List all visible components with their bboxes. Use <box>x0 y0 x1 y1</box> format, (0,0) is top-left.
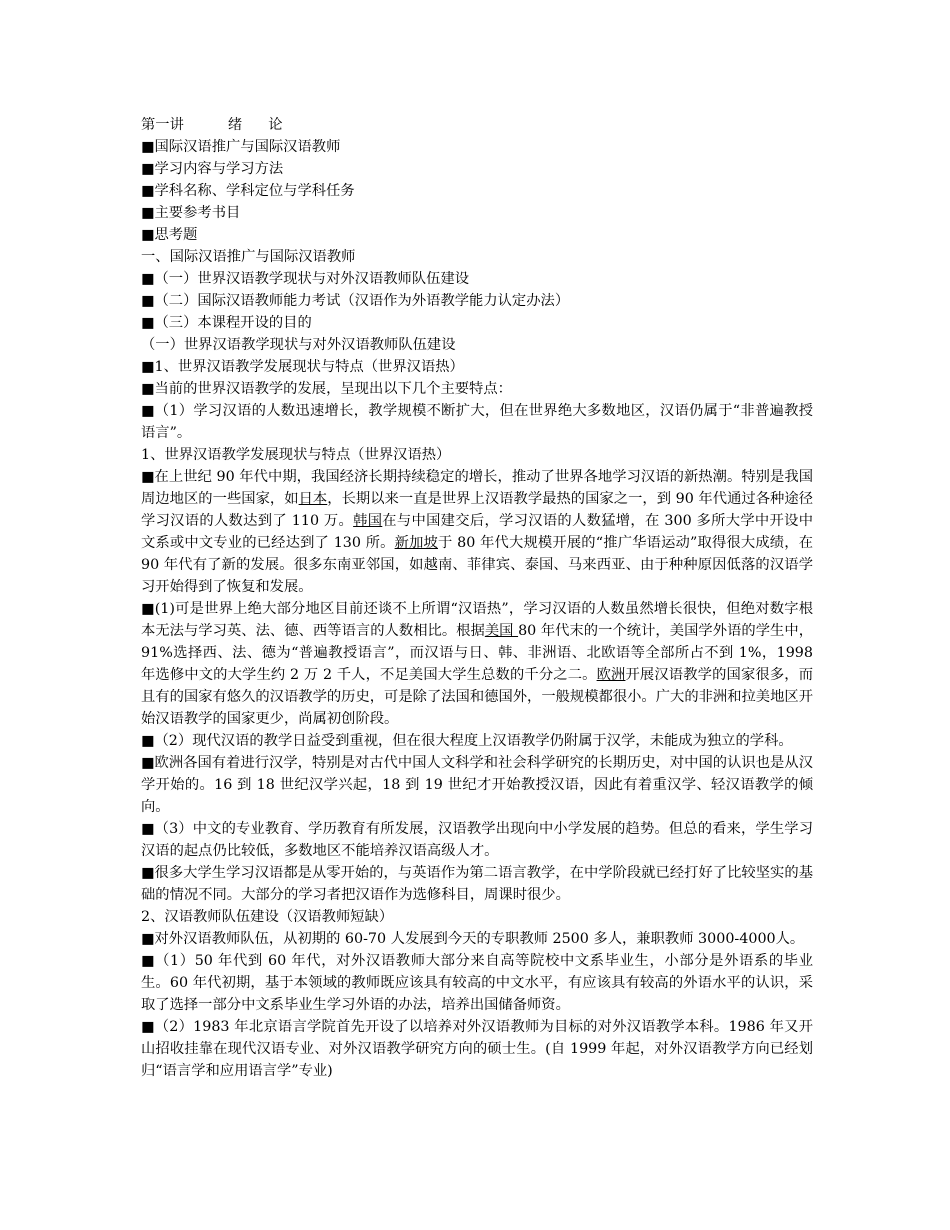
subsection-heading: （一）世界汉语教学现状与对外汉语教师队伍建设 <box>141 337 456 353</box>
subsection-heading: 2、汉语教师队伍建设（汉语教师短缺） <box>141 909 394 925</box>
link-japan[interactable]: 日本 <box>298 491 328 507</box>
section-heading: 一、国际汉语推广与国际汉语教师 <box>141 249 356 265</box>
outline-item: ■主要参考书目 <box>141 205 241 221</box>
title-char: 论 <box>268 117 283 133</box>
link-singapore[interactable]: 新加坡 <box>394 535 439 551</box>
paragraph: ■（2）1983 年北京语言学院首先开设了以培养对外汉语教师为目标的对外汉语教学本科。1986 年又开山招收挂靠在现代汉语专业、对外汉语教学研究方向的硕士生。(自 1999 年起，对外汉语教学方向已经划归“语言学和应用语言学”专业) <box>141 1019 813 1079</box>
paragraph-text: 80 年代末的一个统计，美国学外语的学生中，91%选择西、法、德为“普遍教授语言”，而汉语与日、韩、非洲语、北欧语等全部所占不到 1%，1998 年选修中文的大学生约 2 万 2 千人，不足美国大学生总数的千分之二。 <box>141 623 813 683</box>
lecture-title <box>141 114 813 136</box>
paragraph: ■（2）现代汉语的教学日益受到重视，但在很大程度上汉语教学仍附属于汉学，未能成为独立的学科。 <box>141 733 793 749</box>
paragraph: ■对外汉语教师队伍，从初期的 60-70 人发展到今天的专职教师 2500 多人，兼职教师 3000-4000人。 <box>141 931 805 947</box>
paragraph <box>141 598 813 730</box>
paragraph-text: 在与中国建交后，学习汉语的人数猛增，在 300 多所大学中开设中文系或中文专业的已经达到了 130 所。 <box>141 513 813 551</box>
paragraph-text: ，长期以来一直是世界上汉语教学最热的国家之一，到 90 年代通过各种途径学习汉语的人数达到了 110 万。 <box>141 491 814 529</box>
lecture-number: 第一讲 <box>141 117 184 133</box>
link-usa[interactable]: 美国 <box>484 623 519 639</box>
outline-item: ■国际汉语推广与国际汉语教师 <box>141 139 341 155</box>
outline-item: ■（三）本课程开设的目的 <box>141 315 312 331</box>
document-page <box>141 114 813 1082</box>
paragraph: ■很多大学生学习汉语都是从零开始的，与英语作为第二语言教学，在中学阶段就已经打好了比较坚实的基础的情况不同。大部分的学习者把汉语作为选修科目，周课时很少。 <box>141 865 813 903</box>
outline-item: ■当前的世界汉语教学的发展，呈现出以下几个主要特点： <box>141 381 512 397</box>
paragraph: ■（1）学习汉语的人数迅速增长，教学规模不断扩大，但在世界绝大多数地区，汉语仍属于“非普遍教授语言”。 <box>141 403 813 441</box>
link-korea[interactable]: 韩国 <box>353 513 383 529</box>
paragraph: ■（1）50 年代到 60 年代，对外汉语教师大部分来自高等院校中文系毕业生，小部分是外语系的毕业生。60 年代初期，基于本领域的教师既应该具有较高的中文水平，有应该具有较高的外语水平的认识，采取了选择一部分中文系毕业生学习外语的办法，培养出国储备师资。 <box>141 953 813 1013</box>
paragraph: ■（3）中文的专业教育、学历教育有所发展，汉语教学出现向中小学发展的趋势。但总的看来，学生学习汉语的起点仍比较低，多数地区不能培养汉语高级人才。 <box>141 821 813 859</box>
subsection-heading: 1、世界汉语教学发展现状与特点（世界汉语热） <box>141 447 451 463</box>
paragraph <box>141 466 813 598</box>
outline-item: ■（二）国际汉语教师能力考试（汉语作为外语教学能力认定办法） <box>141 293 570 309</box>
paragraph-text: ■(1)可是世界上绝大部分地区目前还谈不上所谓“汉语热”，学习汉语的人数虽然增长很快，但绝对数字根本无法与学习英、法、德、西等语言的人数相比。根据 <box>141 601 813 639</box>
outline-item: ■思考题 <box>141 227 198 243</box>
outline-item: ■1、世界汉语教学发展现状与特点（世界汉语热） <box>141 359 464 375</box>
paragraph-text: ■在上世纪 90 年代中期，我国经济长期持续稳定的增长，推动了世界各地学习汉语的新热潮。特别是我国周边地区的一些国家，如 <box>141 469 813 507</box>
paragraph-text: 于 80 年代大规模开展的“推广华语运动”取得很大成绩，在 90 年代有了新的发展。很多东南亚邻国，如越南、菲律宾、泰国、马来西亚、由于种种原因低落的汉语学习开始得到了恢复和发展。 <box>141 535 813 595</box>
title-char: 绪 <box>227 117 243 133</box>
paragraph-text: 开展汉语教学的国家很多，而且有的国家有悠久的汉语教学的历史，可是除了法国和德国外，一般规模都很小。广大的非洲和拉美地区开始汉语教学的国家更少，尚属初创阶段。 <box>141 667 814 727</box>
outline-item: ■（一）世界汉语教学现状与对外汉语教师队伍建设 <box>141 271 470 287</box>
outline-item: ■学习内容与学习方法 <box>141 161 284 177</box>
link-europe[interactable]: 欧洲 <box>596 667 626 683</box>
paragraph: ■欧洲各国有着进行汉学，特别是对古代中国人文科学和社会科学研究的长期历史，对中国的认识也是从汉学开始的。16 到 18 世纪汉学兴起，18 到 19 世纪才开始教授汉语，因此有着重汉学、轻汉语教学的倾向。 <box>141 755 813 815</box>
outline-item: ■学科名称、学科定位与学科任务 <box>141 183 355 199</box>
